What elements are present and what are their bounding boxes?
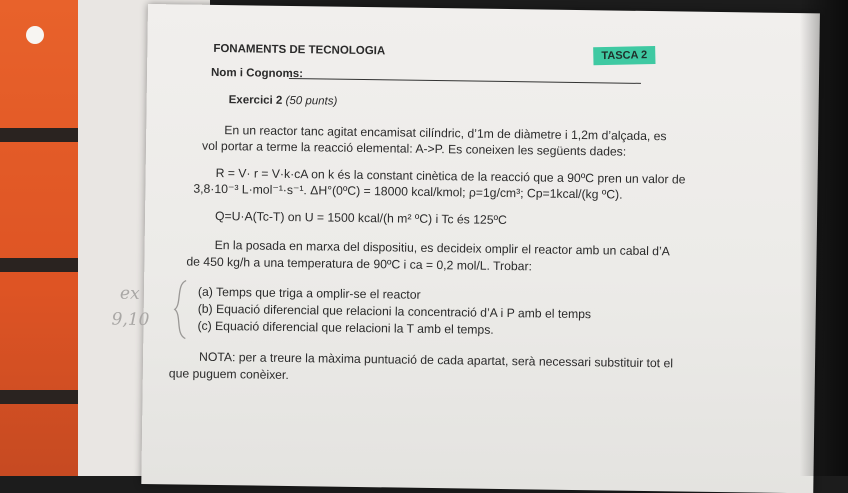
intro-line-1: En un reactor tanc agitat encamisat cilíndric, d’1m de diàmetre i 1,2m d’alçada, es: [224, 123, 667, 144]
data-line-2: 3,8·10⁻³ L·mol⁻¹·s⁻¹. ΔH°(0ºC) = 18000 kcal/kmol; ρ=1g/cm³; Cp=1kcal/(kg ºC).: [193, 181, 623, 202]
question-a: (a) Temps que triga a omplir-se el reactor: [197, 284, 421, 302]
question-c: (c) Equació diferencial que relacioni la T amb el temps.: [197, 318, 494, 337]
heat-equation: Q=U·A(Tc-T) on U = 1500 kcal/(h m² ºC) i Tc és 125ºC: [214, 208, 507, 228]
orange-cover: [0, 0, 78, 476]
startup-line-2: de 450 kg/h a una temperatura de 90ºC i ca = 0,2 mol/L. Trobar:: [186, 254, 533, 274]
note-line-2: que puguem conèixer.: [168, 366, 289, 383]
name-underline: [289, 78, 641, 84]
name-label: Nom i Cognoms:: [210, 66, 304, 81]
data-line-1: R = V· r = V·k·cA on k és la constant cinètica de la reacció que a 90ºC pren un valor de: [215, 165, 686, 187]
cover-stripe: [0, 390, 78, 404]
task-badge: TASCA 2: [593, 46, 655, 65]
note-line-1: NOTA: per a treure la màxima puntuació de cada apartat, serà necessari substituir tot el: [198, 349, 674, 371]
binder-hole: [26, 26, 44, 44]
handwritten-note-score: 9,10: [111, 309, 150, 331]
startup-line-1: En la posada en marxa del dispositiu, es decideix omplir el reactor amb un cabal d’A: [214, 237, 670, 259]
exercise-heading: Exercici 2 (50 punts): [228, 94, 338, 108]
course-title: FONAMENTS DE TECNOLOGIA: [213, 42, 386, 58]
question-b: (b) Equació diferencial que relacioni la concentració d’A i P amb el temps: [197, 301, 592, 322]
handwritten-brace: [171, 278, 190, 340]
cover-stripe: [0, 128, 78, 142]
exam-sheet: [111, 4, 820, 493]
intro-line-2: vol portar a terme la reacció elemental: A->P. Es coneixen les següents dades:: [201, 138, 627, 159]
handwritten-note-ex: ex: [119, 283, 140, 304]
cover-stripe: [0, 258, 78, 272]
